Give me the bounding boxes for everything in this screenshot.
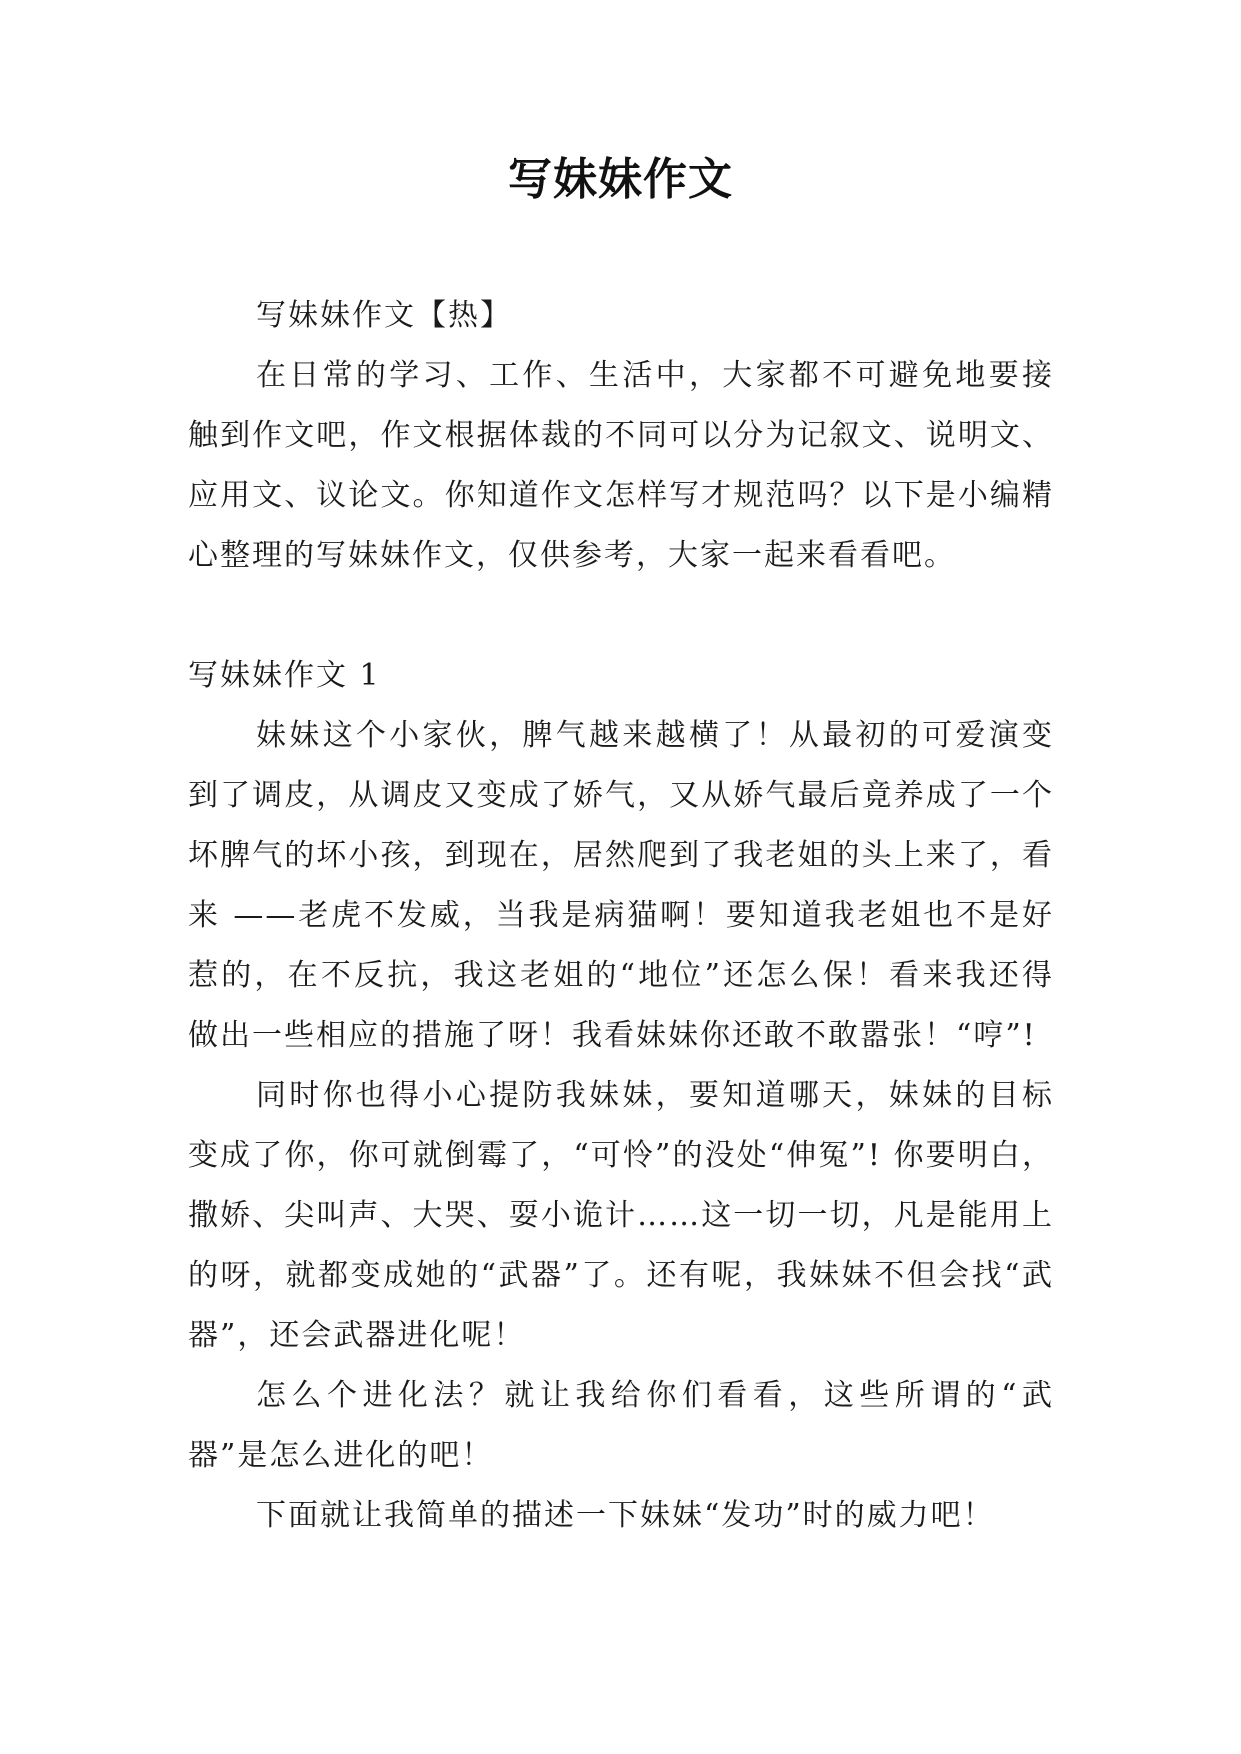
body-paragraph: 同时你也得小心提防我妹妹，要知道哪天，妹妹的目标变成了你，你可就倒霉了，“可怜”的没处“伸冤”! 你要明白，撒娇、尖叫声、大哭、耍小诡计……这一切一切，凡是能用上的呀，就都变成她的“武器”了。还有呢，我妹妹不但会找“武器”，还会武器进化呢！	[188, 1078, 1054, 1353]
body-paragraph: 下面就让我简单的描述一下妹妹“发功”时的威力吧！	[256, 1498, 995, 1533]
subtitle-paragraph: 写妹妹作文【热】	[256, 298, 512, 333]
body-paragraph: 怎么个进化法？就让我给你们看看，这些所谓的“武器”是怎么进化的吧！	[188, 1378, 1054, 1473]
document-body	[188, 286, 1054, 1546]
body-paragraph: 妹妹这个小家伙，脾气越来越横了！从最初的可爱演变到了调皮，从调皮又变成了娇气，又从娇气最后竟养成了一个坏脾气的坏小孩，到现在，居然爬到了我老姐的头上来了，看来 ——老虎不发威，当我是病猫啊！要知道我老姐也不是好惹的，在不反抗，我这老姐的“地位”还怎么保！看来我还得做出一些相应的措施了呀！我看妹妹你还敢不敢嚣张！“哼”!	[188, 718, 1054, 1053]
intro-paragraph: 在日常的学习、工作、生活中，大家都不可避免地要接触到作文吧，作文根据体裁的不同可以分为记叙文、说明文、应用文、议论文。你知道作文怎样写才规范吗？以下是小编精心整理的写妹妹作文，仅供参考，大家一起来看看吧。	[188, 358, 1054, 573]
section-heading: 写妹妹作文 1	[188, 658, 381, 693]
document-title: 写妹妹作文	[508, 154, 733, 205]
